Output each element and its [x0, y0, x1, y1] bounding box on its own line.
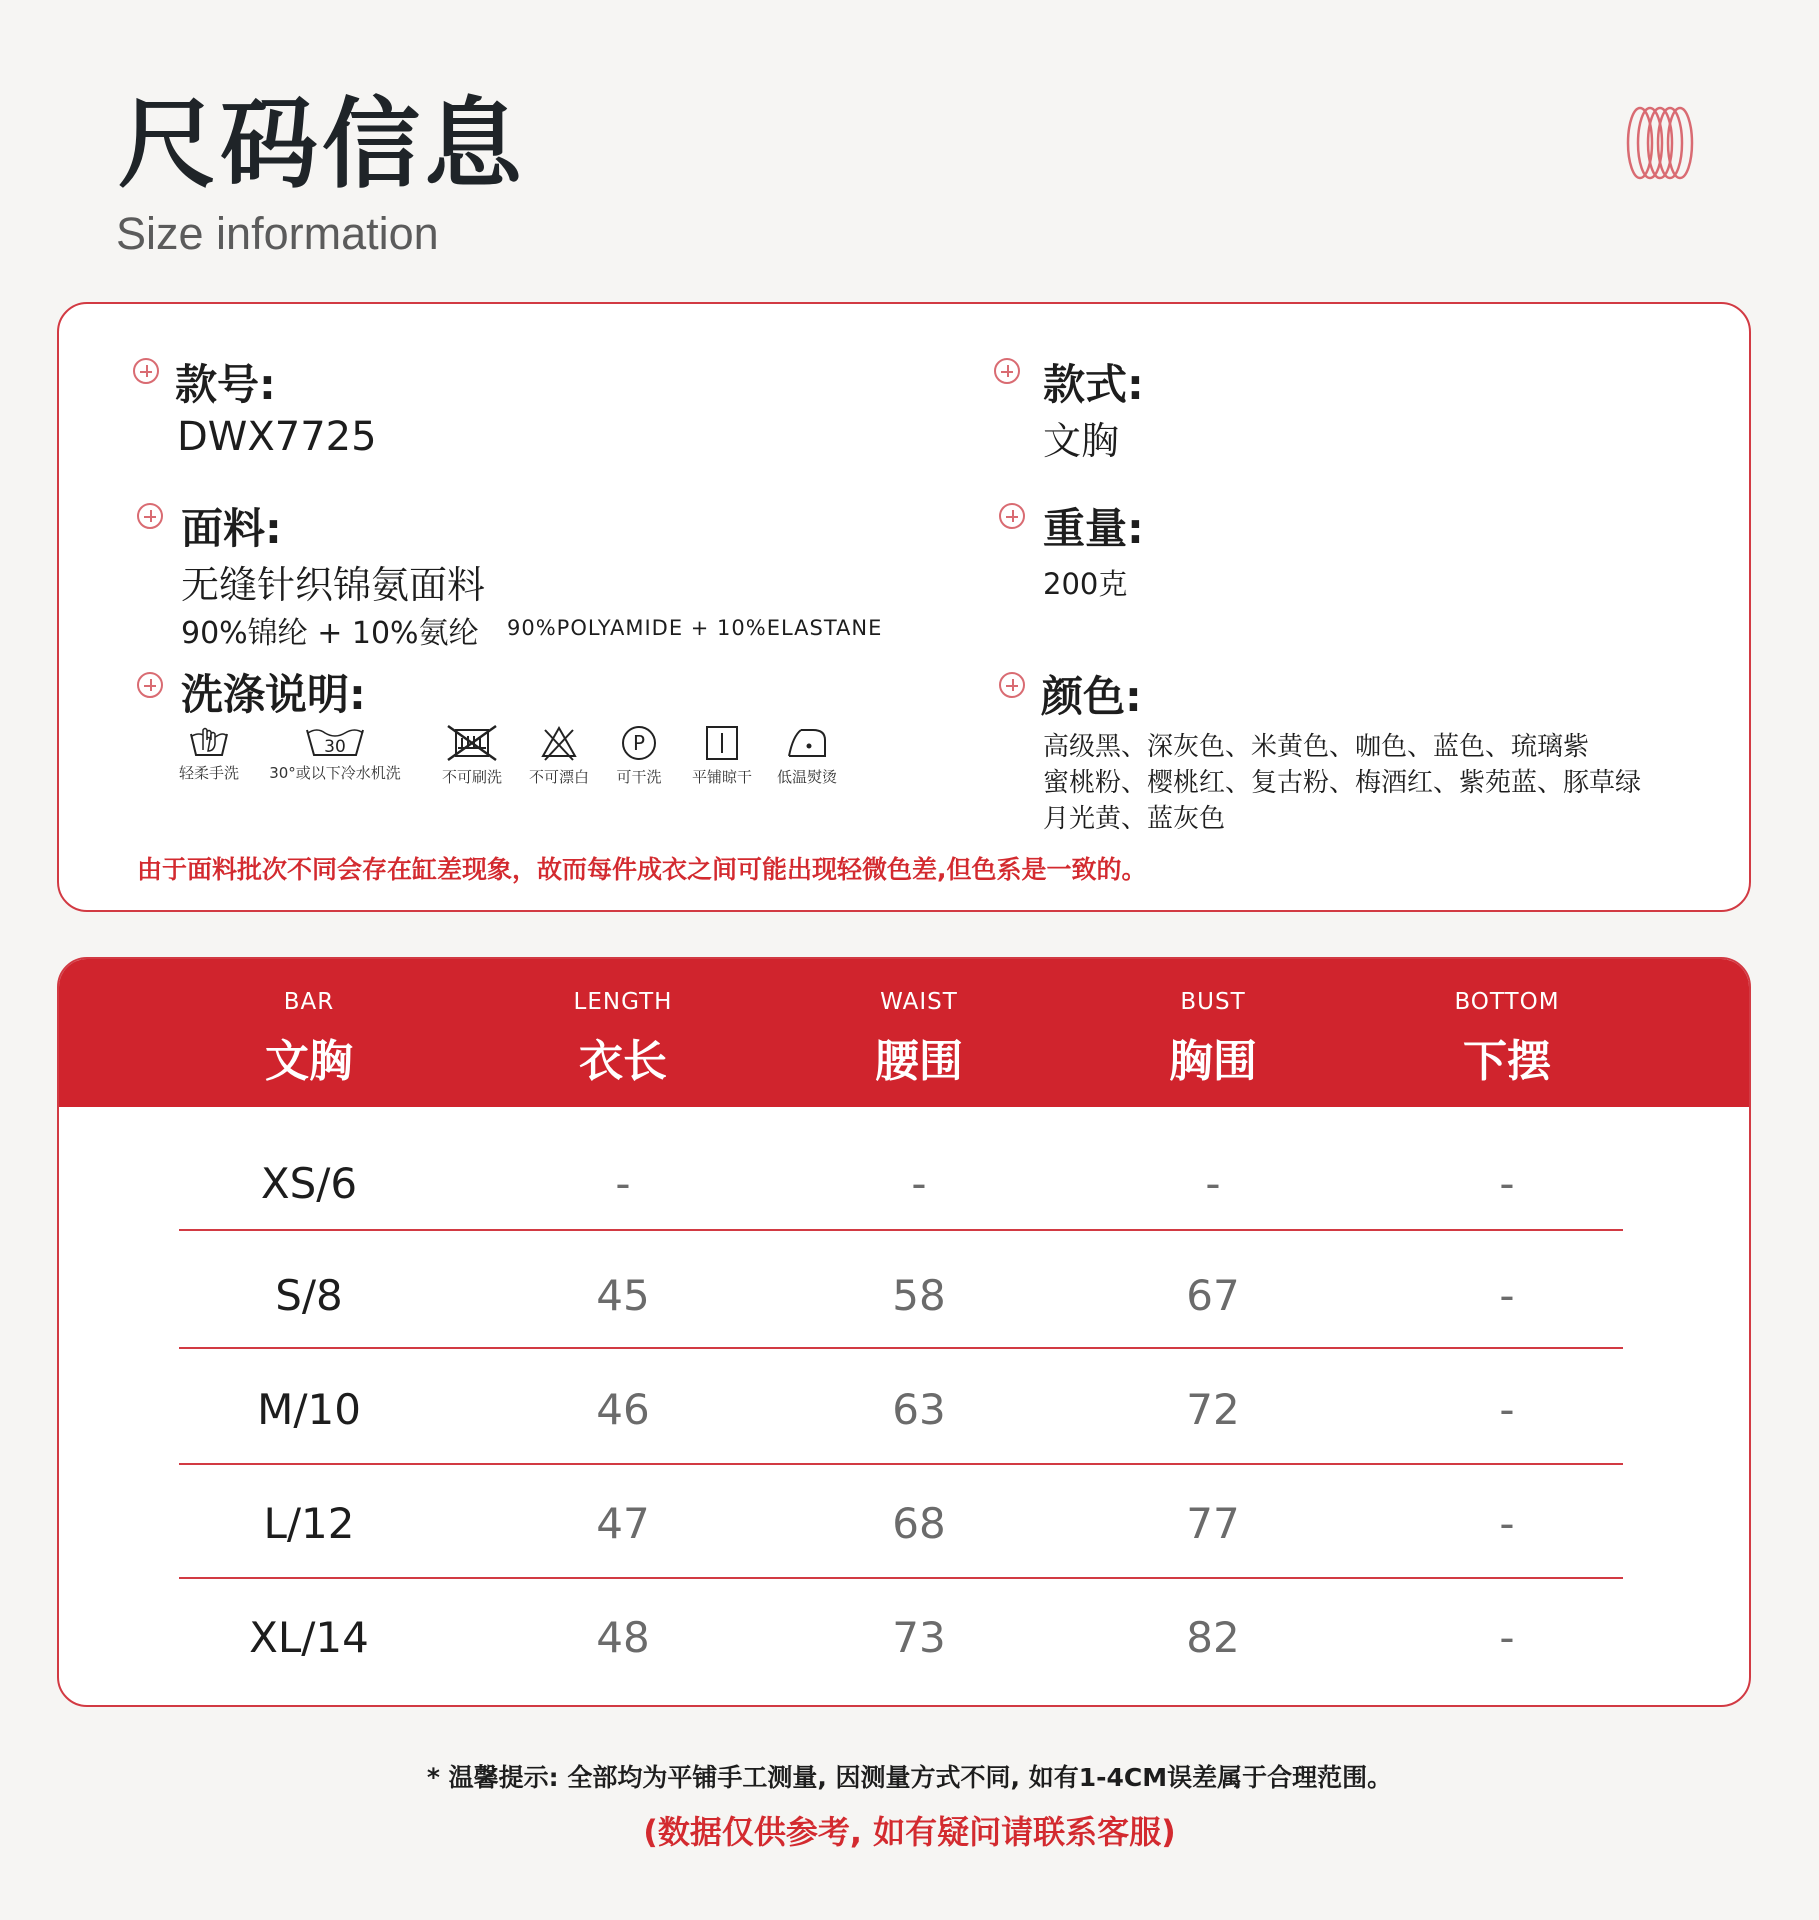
color-variance-warning: 由于面料批次不同会存在缸差现象，故而每件成衣之间可能出现轻微色差,但色系是一致的。: [137, 855, 1147, 884]
color-line: 高级黑、深灰色、米黄色、咖色、蓝色、琉璃紫: [1043, 732, 1590, 762]
wash-label: 洗涤说明:: [181, 670, 366, 719]
size-cell: S/8: [275, 1271, 343, 1320]
care-dry-flat: [677, 724, 767, 787]
dry-clean-mark: P: [632, 731, 646, 755]
header-bar: [179, 989, 439, 1089]
hand-wash-icon: [187, 724, 231, 758]
style-no-label: 款号:: [175, 360, 276, 409]
waist-cell: 73: [892, 1613, 946, 1662]
style-no-value: DWX7725: [177, 414, 377, 460]
length-cell: 47: [596, 1499, 650, 1548]
header-en: BAR: [283, 989, 335, 1015]
type-value: 文胸: [1043, 419, 1120, 463]
fabric-composition-en: 90%POLYAMIDE + 10%ELASTANE: [507, 616, 883, 640]
length-cell: 45: [596, 1271, 650, 1320]
weight-label: 重量:: [1043, 504, 1144, 553]
no-bleach-icon: [539, 724, 579, 762]
care-label: 低温熨烫: [776, 768, 837, 786]
care-no-brush: [427, 724, 517, 787]
fabric-label: 面料:: [181, 504, 282, 553]
care-label: 不可漂白: [528, 768, 589, 786]
header-en: LENGTH: [573, 989, 673, 1015]
bottom-cell: -: [1499, 1499, 1515, 1548]
care-label: 30°或以下冷水机洗: [269, 764, 401, 782]
waist-cell: 68: [892, 1499, 946, 1548]
header-bust: [1083, 989, 1343, 1089]
waist-cell: -: [911, 1159, 927, 1208]
header-waist: [789, 989, 1049, 1089]
size-table: [57, 957, 1751, 1707]
waist-cell: 63: [892, 1385, 946, 1434]
bust-cell: 72: [1186, 1385, 1240, 1434]
type-label: 款式:: [1043, 360, 1144, 409]
header-length: [493, 989, 753, 1089]
header-en: BOTTOM: [1454, 989, 1560, 1015]
header-zh: 胸围: [1169, 1036, 1257, 1087]
size-cell: M/10: [257, 1385, 361, 1434]
color-line: 蜜桃粉、樱桃红、复古粉、梅酒红、紫苑蓝、豚草绿: [1043, 768, 1642, 798]
bottom-cell: -: [1499, 1613, 1515, 1662]
header-zh: 文胸: [265, 1036, 353, 1087]
size-cell: L/12: [263, 1499, 355, 1548]
rings-logo-icon: [1620, 104, 1700, 182]
size-table-header: [59, 959, 1749, 1107]
plus-circle-icon: [999, 672, 1025, 698]
waist-cell: 58: [892, 1271, 946, 1320]
row-divider: [179, 1229, 1623, 1231]
row-divider: [179, 1347, 1623, 1349]
size-cell: XL/14: [249, 1613, 369, 1662]
product-info-card: [57, 302, 1751, 912]
bust-cell: 67: [1186, 1271, 1240, 1320]
header-bottom: [1377, 989, 1637, 1089]
fabric-composition: 90%锦纶 + 10%氨纶: [181, 616, 479, 651]
plus-circle-icon: [137, 672, 163, 698]
header-zh: 衣长: [579, 1036, 667, 1087]
wash-temp: 30: [324, 737, 346, 757]
header-en: WAIST: [880, 989, 958, 1015]
care-label: 可干洗: [616, 768, 662, 786]
bust-cell: 82: [1186, 1613, 1240, 1662]
page-title: 尺码信息: [118, 88, 527, 202]
care-label: 轻柔手洗: [178, 764, 239, 782]
header-en: BUST: [1180, 989, 1246, 1015]
fabric-value: 无缝针织锦氨面料: [181, 563, 486, 607]
length-cell: 46: [596, 1385, 650, 1434]
bottom-cell: -: [1499, 1159, 1515, 1208]
dry-flat-icon: [702, 724, 742, 762]
page-subtitle: Size information: [116, 208, 439, 259]
plus-circle-icon: [999, 503, 1025, 529]
care-dry-clean: [599, 724, 679, 787]
length-cell: -: [615, 1159, 631, 1208]
header-zh: 腰围: [875, 1036, 963, 1087]
measurement-tip: * 温馨提示: 全部均为平铺手工测量, 因测量方式不同, 如有1-4CM误差属于合理范围。: [426, 1763, 1393, 1792]
bottom-cell: -: [1499, 1271, 1515, 1320]
care-low-iron: [767, 724, 847, 787]
row-divider: [179, 1577, 1623, 1579]
color-label: 颜色:: [1041, 672, 1142, 721]
low-iron-icon: [785, 724, 829, 762]
row-divider: [179, 1463, 1623, 1465]
bottom-cell: -: [1499, 1385, 1515, 1434]
care-label: 不可刷洗: [441, 768, 502, 786]
size-cell: XS/6: [260, 1159, 358, 1208]
length-cell: 48: [596, 1613, 650, 1662]
care-machine-wash: [265, 724, 405, 783]
care-hand-wash: [169, 724, 249, 783]
reference-note: (数据仅供参考, 如有疑问请联系客服): [643, 1813, 1176, 1851]
weight-value: 200克: [1043, 567, 1128, 601]
machine-wash-30-icon: [303, 724, 367, 758]
care-no-bleach: [519, 724, 599, 787]
plus-circle-icon: [994, 358, 1020, 384]
care-label: 平铺晾干: [691, 768, 752, 786]
no-brush-icon: [444, 724, 500, 762]
bust-cell: -: [1205, 1159, 1221, 1208]
dry-clean-p-icon: [619, 724, 659, 762]
color-line: 月光黄、蓝灰色: [1043, 804, 1226, 834]
plus-circle-icon: [133, 358, 159, 384]
header-zh: 下摆: [1463, 1036, 1551, 1087]
plus-circle-icon: [137, 503, 163, 529]
bust-cell: 77: [1186, 1499, 1240, 1548]
